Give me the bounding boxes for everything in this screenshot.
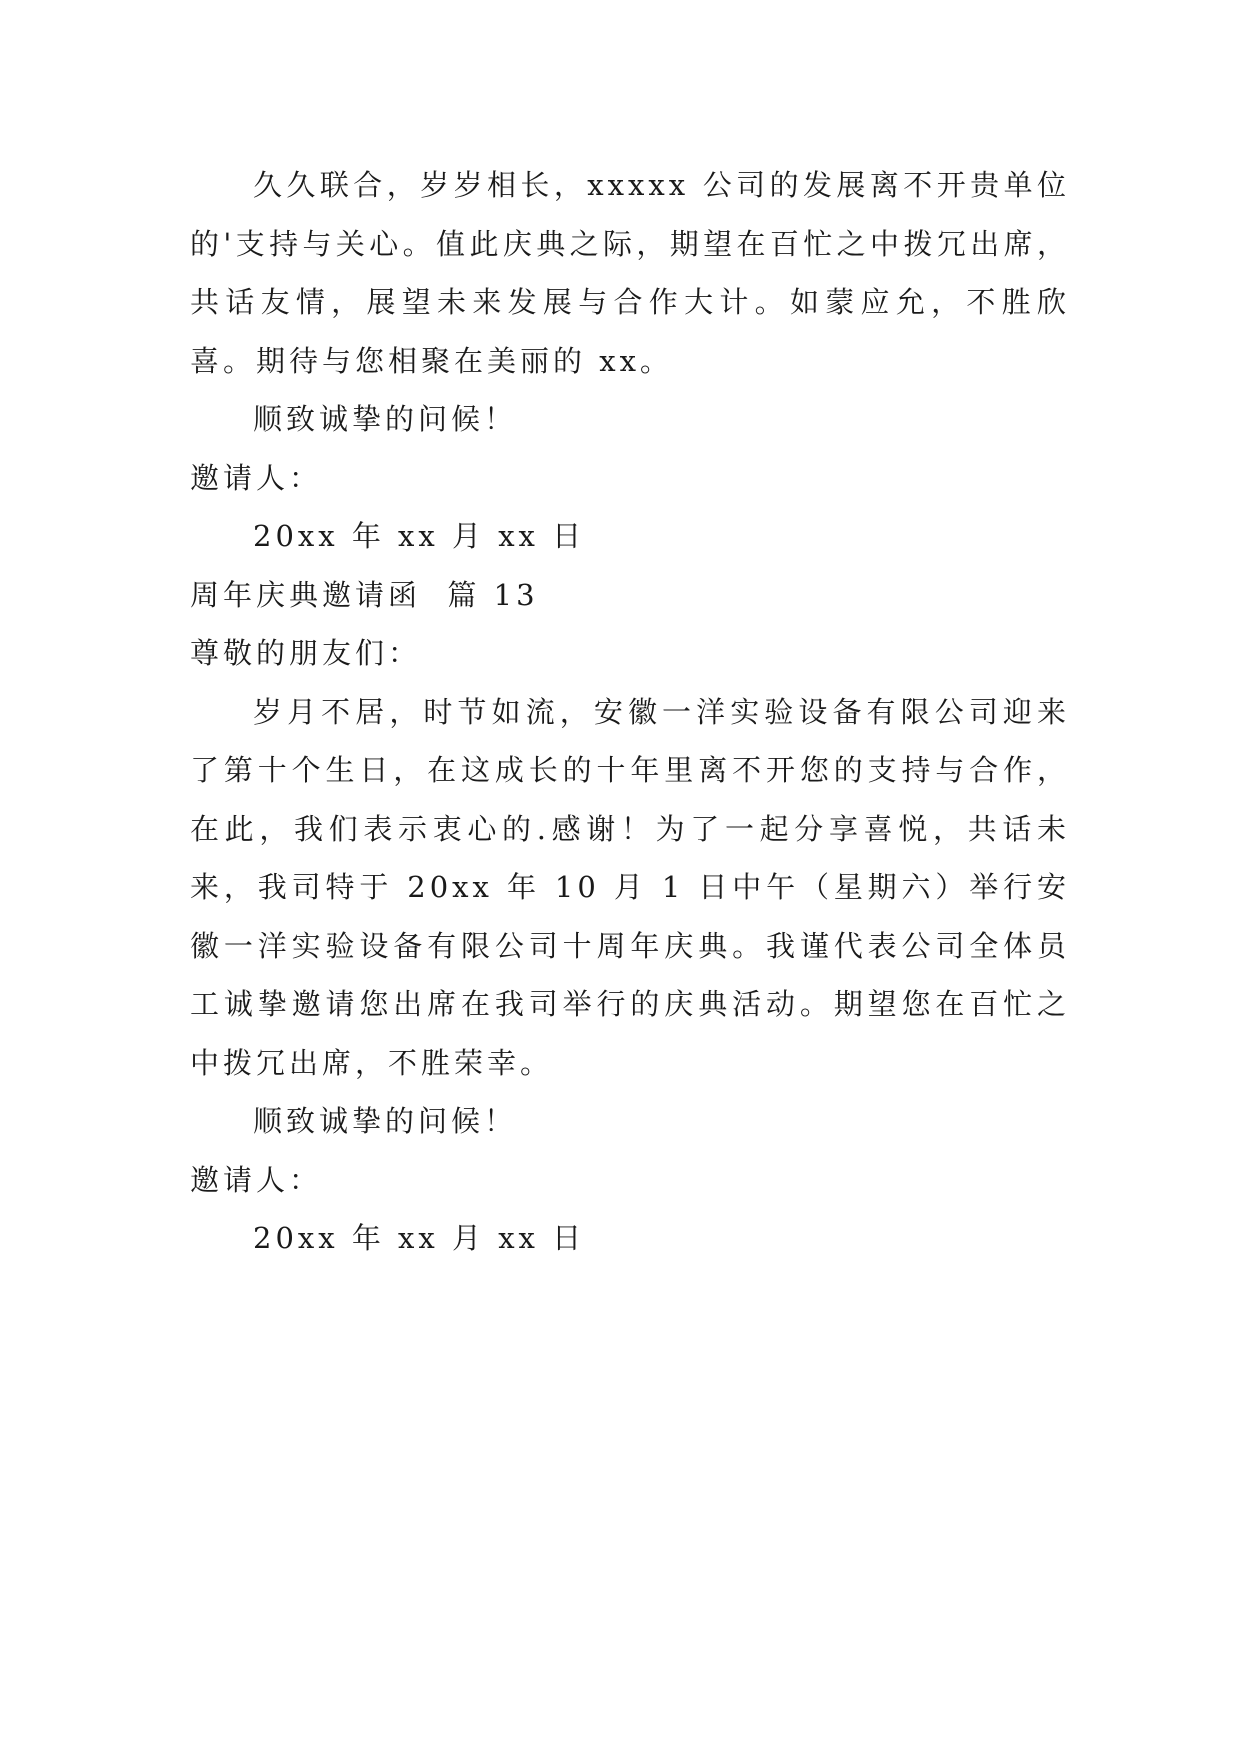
section-heading: 周年庆典邀请函 篇 13 [190,577,539,612]
closing-greeting: 顺致诚挚的问候！ [253,1104,518,1138]
invitation-paragraph: 久久联合，岁岁相长，xxxxx 公司的发展离不开贵单位的'支持与关心。值此庆典之际，期望在百忙之中拨冗出席，共话友情，展望未来发展与合作大计。如蒙应允，不胜欣喜。期待与您相聚在美丽的 xx。 [190,168,1070,378]
inviter-label: 邀请人： [190,1162,323,1197]
salutation: 尊敬的朋友们： [190,636,422,670]
invitation-paragraph: 岁月不居，时节如流，安徽一洋实验设备有限公司迎来了第十个生日，在这成长的十年里离不开您的支持与合作，在此，我们表示衷心的.感谢！为了一起分享喜悦，共话未来，我司特于 20xx 年 10 月 1 日中午（星期六）举行安徽一洋实验设备有限公司十周年庆典。我谨代表公司全体员工诚挚邀请您出席在我司举行的庆典活动。期望您在百忙之中拨冗出席，不胜荣幸。 [190,694,1070,1080]
inviter-label: 邀请人： [190,460,323,495]
date-line: 20xx 年 xx 月 xx 日 [253,519,586,553]
document-body [190,156,1070,1268]
date-line: 20xx 年 xx 月 xx 日 [253,1221,586,1255]
closing-greeting: 顺致诚挚的问候！ [253,402,518,436]
